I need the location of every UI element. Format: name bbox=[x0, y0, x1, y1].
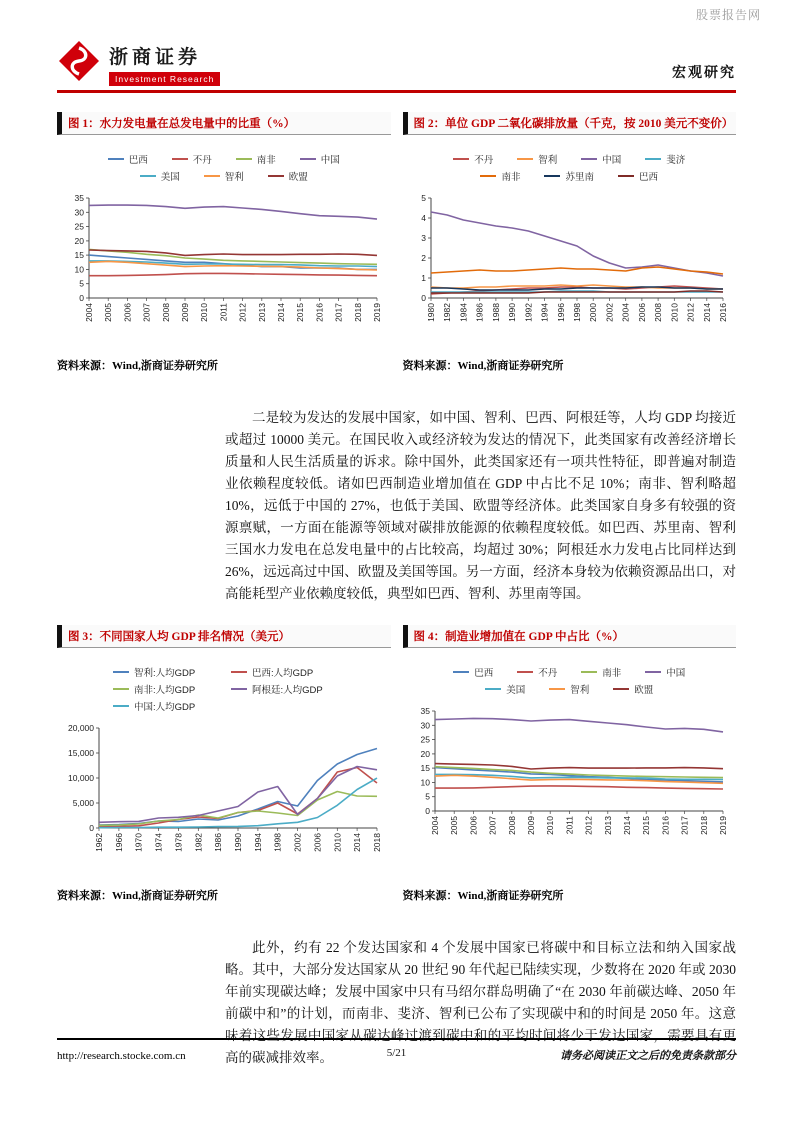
legend-item bbox=[618, 169, 658, 183]
svg-text:20: 20 bbox=[74, 235, 84, 246]
figure-row-2 bbox=[57, 625, 736, 903]
figure-4-title: 图 4：制造业增加值在 GDP 中占比（%） bbox=[403, 625, 737, 648]
svg-text:1966: 1966 bbox=[113, 833, 124, 852]
legend-label: 阿根廷:人均GDP bbox=[252, 685, 323, 696]
legend-item bbox=[268, 169, 308, 183]
svg-text:2017: 2017 bbox=[333, 303, 344, 322]
figure-2-chart bbox=[403, 190, 737, 349]
legend-item bbox=[581, 665, 621, 679]
legend-line-swatch bbox=[231, 688, 247, 690]
legend-label: 欧盟 bbox=[634, 685, 654, 696]
svg-text:1: 1 bbox=[420, 273, 426, 283]
figure-1 bbox=[57, 112, 391, 373]
figure-1-chart bbox=[57, 190, 391, 349]
legend-label: 巴西 bbox=[639, 172, 659, 183]
svg-text:5: 5 bbox=[79, 278, 84, 289]
svg-text:2018: 2018 bbox=[372, 833, 382, 852]
svg-text:2006: 2006 bbox=[636, 303, 647, 322]
svg-text:15,000: 15,000 bbox=[68, 748, 94, 758]
svg-text:0: 0 bbox=[89, 823, 94, 833]
legend-item bbox=[300, 152, 340, 166]
svg-text:2010: 2010 bbox=[668, 303, 679, 322]
svg-text:25: 25 bbox=[74, 221, 84, 232]
svg-text:35: 35 bbox=[74, 193, 84, 203]
svg-text:25: 25 bbox=[420, 734, 430, 745]
legend-item bbox=[517, 665, 557, 679]
brand-block bbox=[57, 39, 220, 86]
svg-text:2008: 2008 bbox=[160, 303, 171, 322]
legend-line-swatch bbox=[108, 158, 124, 160]
svg-text:1982: 1982 bbox=[441, 303, 452, 322]
svg-text:2008: 2008 bbox=[652, 303, 663, 322]
svg-text:20,000: 20,000 bbox=[68, 723, 94, 733]
svg-text:15: 15 bbox=[420, 763, 430, 774]
legend-label: 巴西 bbox=[474, 668, 494, 679]
svg-text:2018: 2018 bbox=[698, 816, 709, 835]
svg-text:2013: 2013 bbox=[256, 303, 267, 322]
svg-text:2002: 2002 bbox=[603, 303, 614, 322]
svg-text:2010: 2010 bbox=[199, 303, 210, 322]
legend-line-swatch bbox=[645, 158, 661, 160]
svg-text:2002: 2002 bbox=[292, 833, 303, 852]
figure-4-chart bbox=[403, 703, 737, 862]
legend-item bbox=[485, 682, 525, 696]
legend-label: 苏里南 bbox=[565, 172, 594, 183]
svg-text:2014: 2014 bbox=[701, 303, 712, 322]
legend-item bbox=[113, 682, 231, 696]
svg-text:2006: 2006 bbox=[467, 816, 478, 835]
figure-row-1 bbox=[57, 112, 736, 373]
legend-line-swatch bbox=[485, 688, 501, 690]
legend-item bbox=[549, 682, 589, 696]
legend-line-swatch bbox=[140, 175, 156, 177]
legend-label: 南非:人均GDP bbox=[134, 685, 196, 696]
svg-text:2016: 2016 bbox=[659, 816, 670, 835]
legend-label: 美国 bbox=[506, 685, 526, 696]
svg-text:1990: 1990 bbox=[506, 303, 517, 322]
legend-label: 不丹 bbox=[474, 155, 494, 166]
svg-text:2004: 2004 bbox=[84, 303, 94, 322]
svg-text:2019: 2019 bbox=[717, 816, 728, 835]
figure-3-chart bbox=[57, 720, 391, 879]
legend-row bbox=[57, 682, 391, 696]
report-footer bbox=[57, 1038, 736, 1063]
legend-item bbox=[453, 152, 493, 166]
legend-item bbox=[236, 152, 276, 166]
svg-text:2004: 2004 bbox=[620, 303, 631, 322]
brand-text bbox=[109, 39, 220, 86]
legend-line-swatch bbox=[480, 175, 496, 177]
legend-label: 斐济 bbox=[666, 155, 686, 166]
svg-text:2018: 2018 bbox=[352, 303, 363, 322]
svg-text:1962: 1962 bbox=[94, 833, 104, 852]
svg-text:2006: 2006 bbox=[122, 303, 133, 322]
legend-item bbox=[231, 665, 349, 679]
svg-text:1988: 1988 bbox=[490, 303, 501, 322]
legend-label: 中国:人均GDP bbox=[134, 702, 196, 713]
svg-text:2009: 2009 bbox=[525, 816, 536, 835]
svg-text:2014: 2014 bbox=[276, 303, 286, 322]
svg-text:2000: 2000 bbox=[587, 303, 598, 322]
svg-text:15: 15 bbox=[74, 250, 84, 261]
legend-item bbox=[231, 682, 349, 696]
svg-text:2005: 2005 bbox=[448, 816, 459, 835]
svg-text:2006: 2006 bbox=[312, 833, 323, 852]
brand-logo-icon bbox=[57, 39, 101, 83]
legend-label: 中国 bbox=[320, 155, 340, 166]
svg-text:2007: 2007 bbox=[141, 303, 152, 322]
svg-text:30: 30 bbox=[420, 720, 430, 731]
figure-3-legend bbox=[57, 662, 391, 716]
legend-item bbox=[517, 152, 557, 166]
legend-line-swatch bbox=[544, 175, 560, 177]
legend-label: 智利 bbox=[570, 685, 590, 696]
legend-line-swatch bbox=[517, 158, 533, 160]
svg-text:20: 20 bbox=[420, 748, 430, 759]
svg-text:2012: 2012 bbox=[685, 303, 696, 322]
legend-label: 巴西:人均GDP bbox=[252, 668, 314, 679]
svg-text:1990: 1990 bbox=[233, 833, 243, 852]
footer-url-link[interactable]: http://research.stocke.com.cn bbox=[57, 1050, 186, 1062]
legend-row bbox=[403, 169, 737, 183]
svg-text:1984: 1984 bbox=[457, 303, 468, 322]
svg-text:1986: 1986 bbox=[213, 833, 224, 852]
figure-3-title: 图 3：不同国家人均 GDP 排名情况（美元） bbox=[57, 625, 391, 648]
svg-text:0: 0 bbox=[79, 293, 84, 303]
svg-text:2010: 2010 bbox=[332, 833, 343, 852]
svg-text:5: 5 bbox=[420, 193, 426, 203]
svg-text:3: 3 bbox=[420, 233, 426, 243]
svg-text:2012: 2012 bbox=[583, 816, 594, 835]
svg-text:2019: 2019 bbox=[372, 303, 382, 322]
svg-text:2012: 2012 bbox=[237, 303, 248, 322]
legend-label: 欧盟 bbox=[288, 172, 308, 183]
svg-text:2005: 2005 bbox=[103, 303, 114, 322]
svg-text:2016: 2016 bbox=[717, 303, 728, 322]
paragraph-1: 二是较为发达的发展中国家，如中国、智利、巴西、阿根廷等，人均 GDP 均接近或超过 10000 美元。在国民收入或经济较为发达的情况下，此类国家有改善经济增长质量和人民生活质量的诉求。除中国外，此类国家还有一项共性特征，即普遍对制造业依赖程度较低。诸如巴西制造业增加值在 GDP 中占比不足 10%；南非、智利略超 10%，远低于中国的 27%，也低于美国、欧盟等经济体。此类国家自身多有较强的资源禀赋，一方面在能源等领域对碳排放能源的依赖程度较低。如巴西、苏里南、智利三国水力发电在总发电量中的占比较高，均超过 30%；阿根廷水力发电占比同样达到 26%，远远高过中国、欧盟及美国等国。另一方面，经济本身较为依赖资源品出口，对高能耗型产业依赖度较低，典型如巴西、智利、苏里南等国。 bbox=[225, 410, 736, 601]
figure-2-title: 图 2：单位 GDP 二氧化碳排放量（千克，按 2010 美元不变价） bbox=[403, 112, 737, 135]
svg-text:1998: 1998 bbox=[571, 303, 582, 322]
svg-text:1980: 1980 bbox=[425, 303, 436, 322]
legend-item bbox=[645, 152, 685, 166]
legend-line-swatch bbox=[517, 671, 533, 673]
page-number: 5/21 bbox=[386, 1047, 407, 1059]
paragraph-2: 此外，约有 22 个发达国家和 4 个发展中国家已将碳中和目标立法和纳入国家战略。其中，大部分发达国家从 20 世纪 90 年代起已陆续实现，少数将在 2020 年或 2030 年前实现碳达峰；发展中国家中只有马绍尔群岛明确了“在 2030 年前碳达峰、2050 年前碳中和”的计划，而南非、斐济、智利已公布了实现碳中和的时间是 2050 年。这意味着这些发展中国家从碳达峰过渡到碳中和的平均时间将少于发达国家，需要具有更高的碳减排效率。 bbox=[225, 940, 736, 1065]
legend-label: 智利 bbox=[224, 172, 244, 183]
legend-label: 中国 bbox=[666, 668, 686, 679]
legend-line-swatch bbox=[618, 175, 634, 177]
svg-text:35: 35 bbox=[420, 706, 430, 716]
svg-text:10,000: 10,000 bbox=[68, 773, 94, 783]
header-divider bbox=[57, 90, 736, 93]
figure-2-source: 资料来源：Wind,浙商证券研究所 bbox=[402, 360, 564, 372]
legend-label: 智利:人均GDP bbox=[134, 668, 196, 679]
svg-text:5,000: 5,000 bbox=[72, 798, 94, 808]
svg-text:0: 0 bbox=[424, 806, 430, 816]
site-watermark: 股票报告网 bbox=[695, 8, 761, 22]
svg-text:0: 0 bbox=[420, 293, 426, 303]
svg-text:2015: 2015 bbox=[640, 816, 651, 835]
report-header bbox=[57, 26, 736, 86]
legend-label: 南非 bbox=[602, 668, 622, 679]
legend-line-swatch bbox=[549, 688, 565, 690]
legend-row bbox=[403, 682, 737, 696]
legend-item bbox=[113, 665, 231, 679]
svg-text:2008: 2008 bbox=[506, 816, 517, 835]
report-category: 宏观研究 bbox=[672, 66, 736, 81]
svg-text:1970: 1970 bbox=[133, 833, 144, 852]
svg-text:2014: 2014 bbox=[352, 833, 363, 852]
svg-text:2017: 2017 bbox=[679, 816, 690, 835]
legend-line-swatch bbox=[453, 671, 469, 673]
legend-row bbox=[57, 169, 391, 183]
legend-label: 南非 bbox=[501, 172, 521, 183]
legend-label: 不丹 bbox=[192, 155, 212, 166]
svg-text:1974: 1974 bbox=[153, 833, 164, 852]
svg-text:2009: 2009 bbox=[180, 303, 190, 322]
legend-line-swatch bbox=[231, 671, 247, 673]
figure-3 bbox=[57, 625, 391, 903]
legend-line-swatch bbox=[268, 175, 284, 177]
svg-text:1994: 1994 bbox=[252, 833, 263, 852]
legend-item bbox=[453, 665, 493, 679]
svg-text:10: 10 bbox=[74, 264, 84, 275]
svg-text:2011: 2011 bbox=[218, 303, 229, 322]
legend-item bbox=[140, 169, 180, 183]
legend-item bbox=[108, 152, 148, 166]
figure-4-source: 资料来源：Wind,浙商证券研究所 bbox=[402, 890, 564, 902]
svg-text:10: 10 bbox=[420, 777, 430, 788]
figure-2-legend bbox=[403, 149, 737, 186]
figure-2 bbox=[403, 112, 737, 373]
legend-line-swatch bbox=[113, 671, 129, 673]
figure-4-legend bbox=[403, 662, 737, 699]
legend-line-swatch bbox=[236, 158, 252, 160]
legend-item bbox=[204, 169, 244, 183]
svg-text:2016: 2016 bbox=[314, 303, 325, 322]
legend-label: 巴西 bbox=[128, 155, 148, 166]
legend-row bbox=[403, 665, 737, 679]
legend-item bbox=[544, 169, 594, 183]
legend-item bbox=[172, 152, 212, 166]
legend-line-swatch bbox=[113, 705, 129, 707]
legend-item bbox=[645, 665, 685, 679]
legend-line-swatch bbox=[113, 688, 129, 690]
svg-text:2010: 2010 bbox=[544, 816, 555, 835]
legend-line-swatch bbox=[204, 175, 220, 177]
svg-text:5: 5 bbox=[424, 791, 430, 802]
legend-row bbox=[57, 152, 391, 166]
svg-text:2013: 2013 bbox=[602, 816, 613, 835]
svg-text:30: 30 bbox=[74, 207, 84, 218]
legend-line-swatch bbox=[172, 158, 188, 160]
legend-label: 不丹 bbox=[538, 668, 558, 679]
report-content bbox=[57, 108, 736, 1069]
svg-text:2011: 2011 bbox=[563, 816, 574, 835]
legend-label: 中国 bbox=[602, 155, 622, 166]
brand-name: 浙商证券 bbox=[109, 47, 202, 68]
legend-row bbox=[403, 152, 737, 166]
legend-line-swatch bbox=[300, 158, 316, 160]
svg-text:2014: 2014 bbox=[621, 816, 632, 835]
svg-text:2015: 2015 bbox=[295, 303, 306, 322]
svg-text:1978: 1978 bbox=[173, 833, 184, 852]
footer-disclaimer: 请务必阅读正文之后的免责条款部分 bbox=[560, 1050, 736, 1062]
legend-label: 智利 bbox=[538, 155, 558, 166]
legend-line-swatch bbox=[613, 688, 629, 690]
legend-item bbox=[613, 682, 653, 696]
legend-item bbox=[480, 169, 520, 183]
svg-text:2007: 2007 bbox=[487, 816, 498, 835]
svg-text:1986: 1986 bbox=[474, 303, 485, 322]
svg-text:2004: 2004 bbox=[429, 816, 440, 835]
legend-row bbox=[57, 665, 391, 679]
svg-text:2: 2 bbox=[420, 253, 426, 263]
figure-4 bbox=[403, 625, 737, 903]
legend-label: 南非 bbox=[256, 155, 276, 166]
svg-text:1996: 1996 bbox=[555, 303, 566, 322]
svg-text:1998: 1998 bbox=[272, 833, 283, 852]
legend-line-swatch bbox=[453, 158, 469, 160]
legend-item bbox=[581, 152, 621, 166]
brand-subtitle: Investment Research bbox=[109, 72, 220, 86]
figure-1-source: 资料来源：Wind,浙商证券研究所 bbox=[57, 360, 218, 372]
figure-1-legend bbox=[57, 149, 391, 186]
legend-line-swatch bbox=[645, 671, 661, 673]
legend-label: 美国 bbox=[160, 172, 180, 183]
legend-item bbox=[113, 699, 231, 713]
svg-text:1992: 1992 bbox=[522, 303, 533, 322]
figure-3-source: 资料来源：Wind,浙商证券研究所 bbox=[57, 890, 218, 902]
legend-line-swatch bbox=[581, 671, 597, 673]
svg-text:1982: 1982 bbox=[193, 833, 204, 852]
svg-text:1994: 1994 bbox=[539, 303, 550, 322]
legend-line-swatch bbox=[581, 158, 597, 160]
legend-row bbox=[57, 699, 391, 713]
svg-text:4: 4 bbox=[420, 213, 426, 223]
figure-1-title: 图 1：水力发电量在总发电量中的比重（%） bbox=[57, 112, 391, 135]
